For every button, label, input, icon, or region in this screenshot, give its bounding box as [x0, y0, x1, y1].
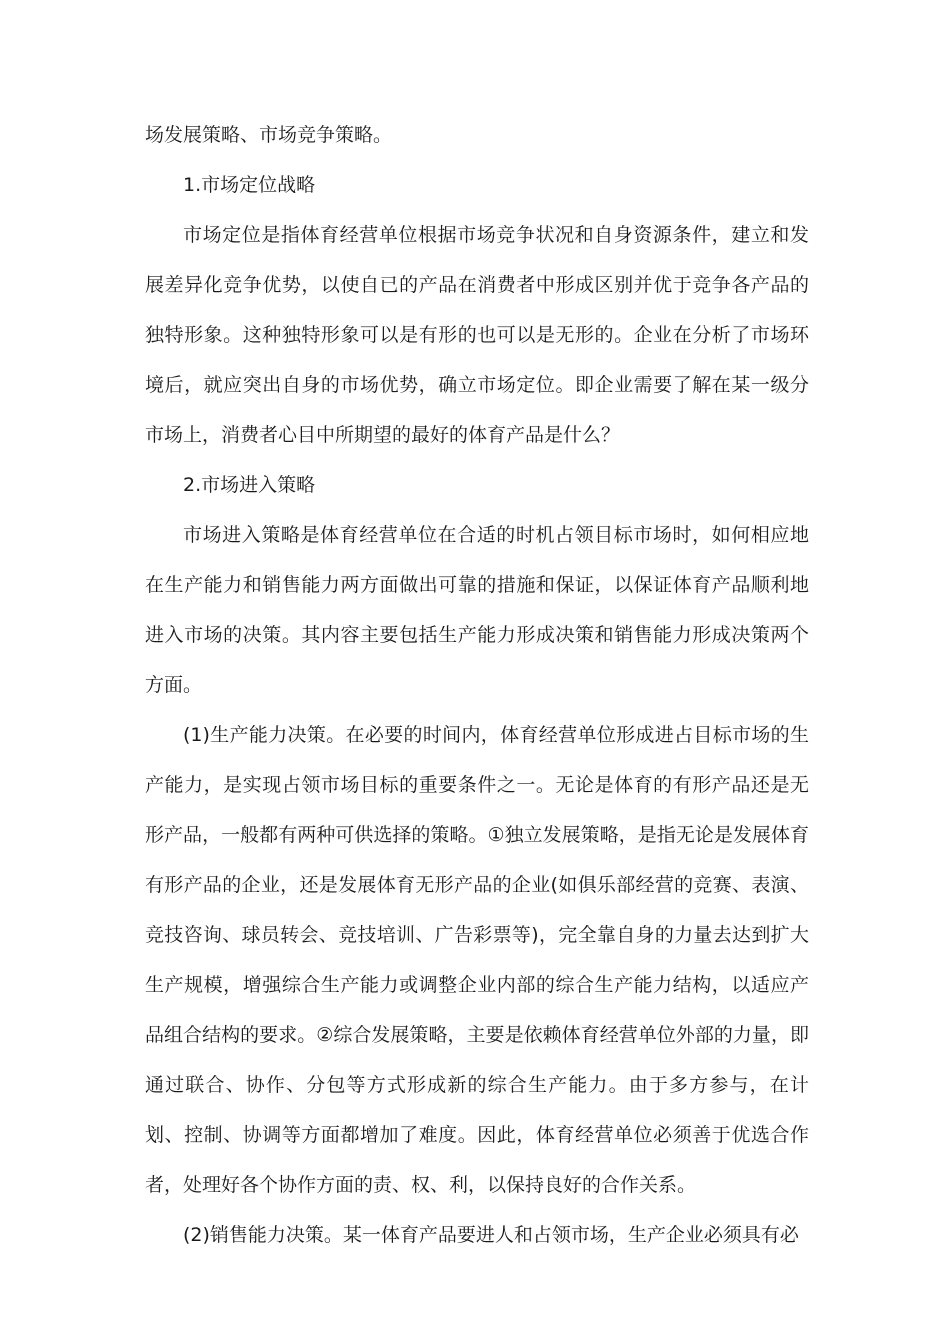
paragraph-production-capacity: (1)生产能力决策。在必要的时间内，体育经营单位形成进占目标市场的生产能力，是实现占领市场目标的重要条件之一。无论是体育的有形产品还是无形产品，一般都有两种可供选择的策略。①独立发展策略，是指无论是发展体育有形产品的企业，还是发展体育无形产品的企业(如俱乐部经营的竞赛、表演、竞技咨询、球员转会、竞技培训、广告彩票等)，完全靠自身的力量去达到扩大生产规模，增强综合生产能力或调整企业内部的综合生产能力结构，以适应产品组合结构的要求。②综合发展策略，主要是依赖体育经营单位外部的力量，即通过联合、协作、分包等方式形成新的综合生产能力。由于多方参与，在计划、控制、协调等方面都增加了难度。因此，体育经营单位必须善于优选合作者，处理好各个协作方面的责、权、利，以保持良好的合作关系。	[145, 724, 809, 1196]
paragraph-market-positioning: 市场定位是指体育经营单位根据市场竞争状况和自身资源条件，建立和发展差异化竞争优势，以使自已的产品在消费者中形成区别并优于竞争各产品的独特形象。这种独特形象可以是有形的也可以是无形的。企业在分析了市场环境后，就应突出自身的市场优势，确立市场定位。即企业需要了解在某一级分市场上，消费者心目中所期望的最好的体育产品是什么？	[145, 224, 809, 446]
paragraph-continuation: 场发展策略、市场竞争策略。	[145, 124, 393, 146]
section-heading-market-positioning: 1.市场定位战略	[183, 174, 316, 196]
paragraph-market-entry: 市场进入策略是体育经营单位在合适的时机占领目标市场时，如何相应地在生产能力和销售能力两方面做出可靠的措施和保证，以保证体育产品顺利地进入市场的决策。其内容主要包括生产能力形成决策和销售能力形成决策两个方面。	[145, 524, 809, 696]
section-heading-market-entry: 2.市场进入策略	[183, 474, 316, 496]
paragraph-sales-capacity: (2)销售能力决策。某一体育产品要进人和占领市场，生产企业必须具有必	[183, 1224, 799, 1246]
document-body	[145, 110, 809, 1260]
